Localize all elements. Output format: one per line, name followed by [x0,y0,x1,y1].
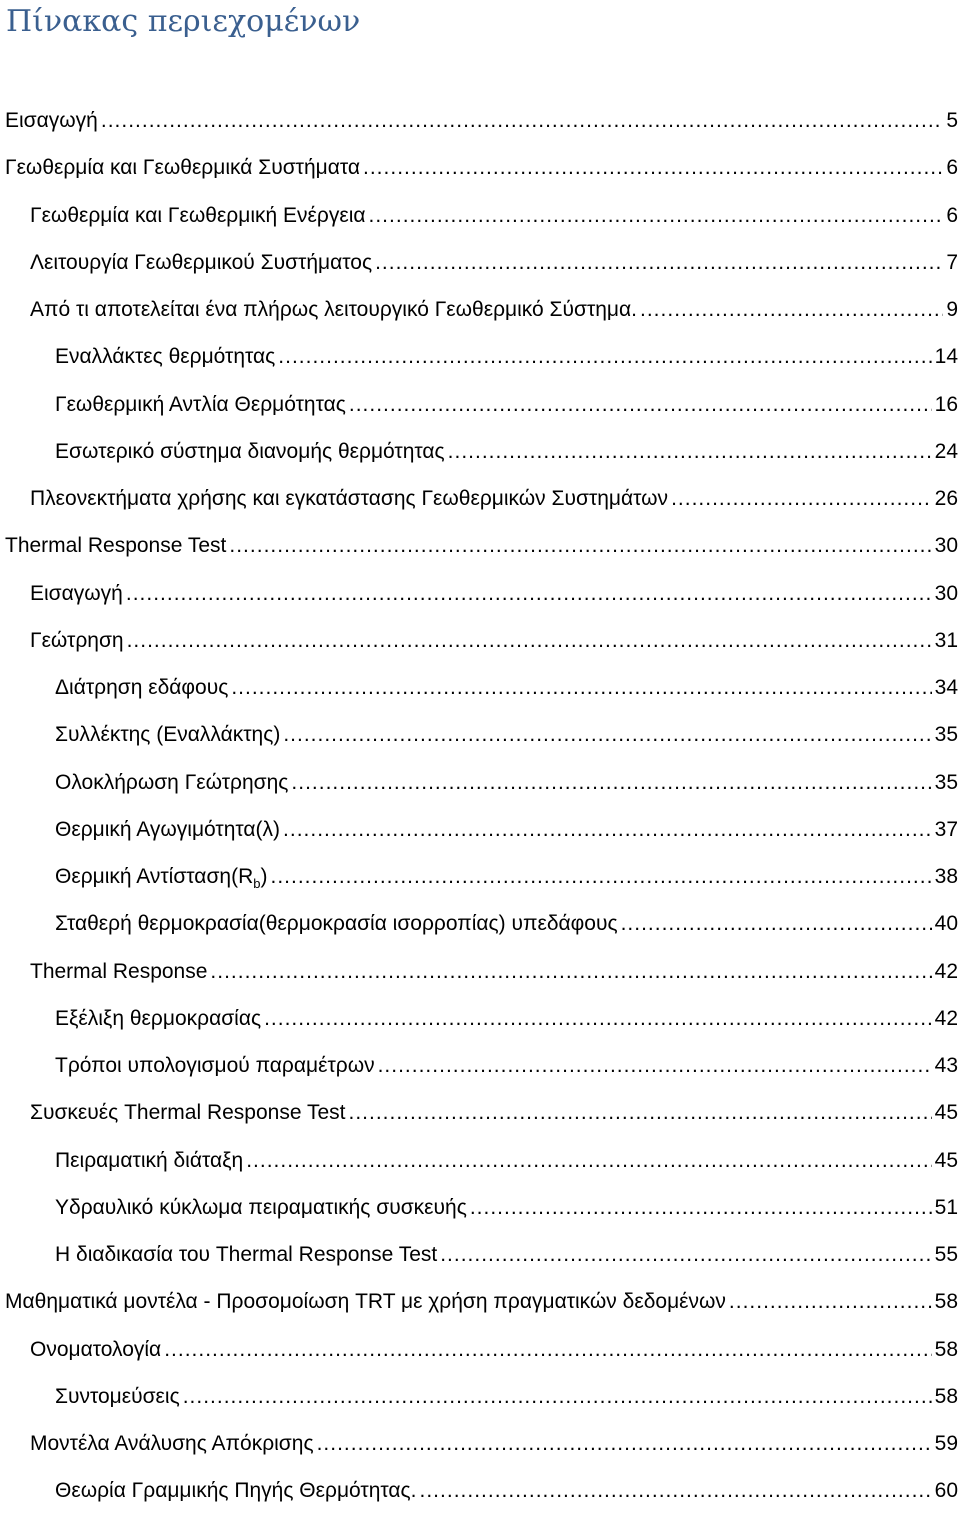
toc-entry-label [30,948,207,995]
toc-entry-label [55,1137,243,1184]
toc-entry-label-text: Γεωθερμία και Γεωθερμική Ενέργεια [30,203,366,227]
toc-dot-leader [621,900,932,947]
toc-dot-leader [420,1467,932,1514]
toc-entry-page-number: 38 [934,865,958,888]
toc-entry[interactable] [0,144,960,191]
toc-entry[interactable] [0,1184,960,1231]
toc-entry[interactable] [0,995,960,1042]
toc-dot-leader [210,948,931,995]
toc-entry-page-number: 35 [934,723,958,747]
toc-dot-leader [348,1089,931,1136]
toc-entry-label-text: Thermal Response Test [5,534,227,558]
toc-entry-label [55,759,288,806]
toc-dot-leader [291,759,931,806]
toc-entry-page-number: 26 [934,487,958,510]
toc-entry-label-text: Πειραματική διάταξη [55,1148,244,1172]
toc-entry-label-text: Συντομεύσεις [55,1384,180,1408]
toc-entry-page-number: 7 [946,250,958,274]
toc-entry-label [55,428,445,475]
toc-entry-label-text: Εξέλιξη θερμοκρασίας [55,1006,262,1030]
toc-entry-label [55,1373,180,1420]
toc-dot-leader [378,1042,932,1089]
toc-entry-page-number: 6 [946,203,958,227]
toc-entry-label-text: Θεωρία Γραμμικής Πηγής Θερμότητας. [55,1479,417,1503]
toc-entry[interactable] [0,1231,960,1278]
toc-entry-page-number: 5 [946,109,958,132]
toc-dot-leader [440,1231,931,1278]
toc-dot-leader [349,381,932,428]
toc-entry-label-text: Λειτουργία Γεωθερμικού Συστήματος [30,250,373,274]
toc-entry[interactable] [0,428,960,475]
toc-entry-label-text: Γεωθερμική Αντλία Θερμότητας [55,392,346,416]
toc-entry-label [5,97,98,144]
toc-entry-label [55,381,346,428]
toc-entry-label-text: Ολοκλήρωση Γεώτρησης [55,770,289,794]
toc-dot-leader [448,428,932,475]
toc-entry-label [55,853,267,900]
toc-entry-page-number: 42 [934,1006,958,1030]
toc-dot-leader [264,995,932,1042]
toc-entry-label [55,711,280,758]
toc-entry[interactable] [0,759,960,806]
toc-dot-leader [101,97,943,144]
toc-entry-page-number: 6 [946,156,958,180]
toc-entry-label [55,1467,417,1514]
toc-dot-leader [183,1373,932,1420]
toc-entry[interactable] [0,1467,960,1514]
toc-entry-label [55,1042,375,1089]
toc-dot-leader [375,239,943,286]
toc-dot-leader [729,1278,932,1325]
toc-entry[interactable] [0,900,960,947]
toc-entry-label [55,1231,437,1278]
toc-entry-page-number: 43 [934,1054,958,1077]
toc-dot-leader [246,1137,931,1184]
toc-entry-page-number: 58 [934,1290,958,1314]
toc-entry-label-text: Μαθηματικά μοντέλα - Προσομοίωση TRT με χρήση πραγματικών δεδομένων [5,1290,726,1314]
toc-dot-leader [640,286,943,333]
toc-entry-page-number: 55 [934,1243,958,1266]
toc-entry[interactable] [0,948,960,995]
toc-entry-page-number: 37 [934,817,958,841]
toc-entry-page-number: 35 [934,770,958,794]
toc-title: Πίνακας περιεχομένων [6,4,361,39]
toc-dot-leader [127,617,932,664]
toc-dot-leader [270,853,931,900]
toc-entry[interactable] [0,1278,960,1325]
toc-dot-leader [470,1184,932,1231]
toc-dot-leader [231,664,931,711]
toc-entry-page-number: 59 [934,1432,958,1455]
toc-entry[interactable] [0,1420,960,1467]
toc-entry-label-text: Εναλλάκτες θερμότητας [55,345,276,369]
toc-entry-label [55,333,275,380]
toc-entry-page-number: 42 [934,959,958,983]
toc-entry-label [30,1326,161,1373]
toc-entry-label-text: Πλεονεκτήματα χρήσης και εγκατάστασης Γεωθερμικών Συστημάτων [30,487,669,510]
toc-entry-page-number: 9 [946,298,958,321]
toc-entry[interactable] [0,806,960,853]
toc-list [0,97,960,1515]
toc-entry[interactable] [0,570,960,617]
toc-entry-label-text: Thermal Response [30,959,208,983]
toc-entry[interactable] [0,475,960,522]
toc-entry-page-number: 45 [934,1101,958,1125]
toc-dot-leader [363,144,943,191]
toc-entry-page-number: 14 [934,345,958,369]
toc-entry[interactable] [0,1373,960,1420]
toc-dot-leader [283,806,932,853]
toc-dot-leader [278,333,931,380]
toc-entry-page-number: 40 [934,912,958,936]
toc-entry-label-subscript: b [253,876,261,892]
toc-entry-label-text: Τρόποι υπολογισμού παραμέτρων [55,1054,375,1077]
toc-entry[interactable] [0,1326,960,1373]
toc-entry[interactable] [0,1089,960,1136]
toc-dot-leader [317,1420,932,1467]
toc-dot-leader [369,192,944,239]
toc-entry-label [55,664,228,711]
toc-entry-label [30,1089,345,1136]
toc-entry-label-text: Μοντέλα Ανάλυσης Απόκρισης [30,1432,314,1455]
toc-entry-label-text: Υδραυλικό κύκλωμα πειραματικής συσκευής [55,1195,467,1219]
toc-entry-page-number: 58 [934,1337,958,1361]
toc-entry[interactable] [0,522,960,569]
toc-entry-label [55,900,618,947]
toc-entry-label-text: Η διαδικασία του Thermal Response Test [55,1243,438,1266]
toc-entry[interactable] [0,617,960,664]
toc-entry-label [55,1184,467,1231]
toc-entry-label-text: Σταθερή θερμοκρασία(θερμοκρασία ισορροπίας) υπεδάφους [55,912,618,936]
toc-entry[interactable] [0,664,960,711]
toc-entry-label-text: Εισαγωγή [30,581,123,605]
toc-entry-page-number: 51 [934,1195,958,1219]
toc-entry-label-text: Διάτρηση εδάφους [55,676,229,699]
toc-entry-label-text: Συλλέκτης (Εναλλάκτης) [55,723,281,747]
toc-entry-label-text: Εσωτερικό σύστημα διανομής θερμότητας [55,439,445,463]
toc-entry[interactable] [0,97,960,144]
toc-entry-label-text: Θερμική Αγωγιμότητα(λ) [55,817,281,841]
toc-entry[interactable] [0,711,960,758]
toc-entry[interactable] [0,286,960,333]
toc-entry-page-number: 34 [934,676,958,699]
toc-entry-page-number: 30 [934,581,958,605]
toc-dot-leader [164,1326,931,1373]
toc-entry-label-text: Θερμική Αντίσταση(R [55,865,254,888]
toc-entry[interactable] [0,239,960,286]
toc-entry[interactable] [0,192,960,239]
toc-dot-leader [671,475,932,522]
toc-entry-label [30,239,372,286]
toc-entry-label-suffix: ) [260,865,268,888]
toc-entry-page-number: 58 [934,1384,958,1408]
toc-entry-label [55,806,280,853]
toc-entry[interactable] [0,1042,960,1089]
toc-entry-label [30,475,668,522]
toc-entry-page-number: 45 [934,1148,958,1172]
toc-entry-label [5,522,226,569]
toc-entry-label [30,286,637,333]
toc-entry-label-text: Από τι αποτελείται ένα πλήρως λειτουργικό Γεωθερμικό Σύστημα. [30,298,638,321]
toc-entry-label-text: Εισαγωγή [5,109,98,132]
toc-entry-label [30,617,124,664]
toc-entry-label [5,1278,726,1325]
toc-entry-page-number: 30 [934,534,958,558]
toc-entry-page-number: 24 [934,439,958,463]
toc-entry-label [5,144,360,191]
toc-entry-label-text: Συσκευές Thermal Response Test [30,1101,346,1125]
toc-entry-label-text: Γεωθερμία και Γεωθερμικά Συστήματα [5,156,361,180]
toc-entry[interactable] [0,853,960,900]
toc-entry-page-number: 60 [934,1479,958,1503]
toc-entry[interactable] [0,1137,960,1184]
toc-dot-leader [126,570,932,617]
toc-entry-page-number: 16 [934,392,958,416]
toc-entry[interactable] [0,381,960,428]
toc-entry-label-text: Γεώτρηση [30,628,124,652]
toc-entry[interactable] [0,333,960,380]
toc-entry-page-number: 31 [934,628,958,652]
toc-entry-label [55,995,261,1042]
toc-dot-leader [283,711,931,758]
toc-entry-label-text: Ονοματολογία [30,1337,162,1361]
toc-dot-leader [229,522,931,569]
toc-entry-label [30,192,366,239]
toc-entry-label [30,1420,314,1467]
toc-entry-label [30,570,123,617]
